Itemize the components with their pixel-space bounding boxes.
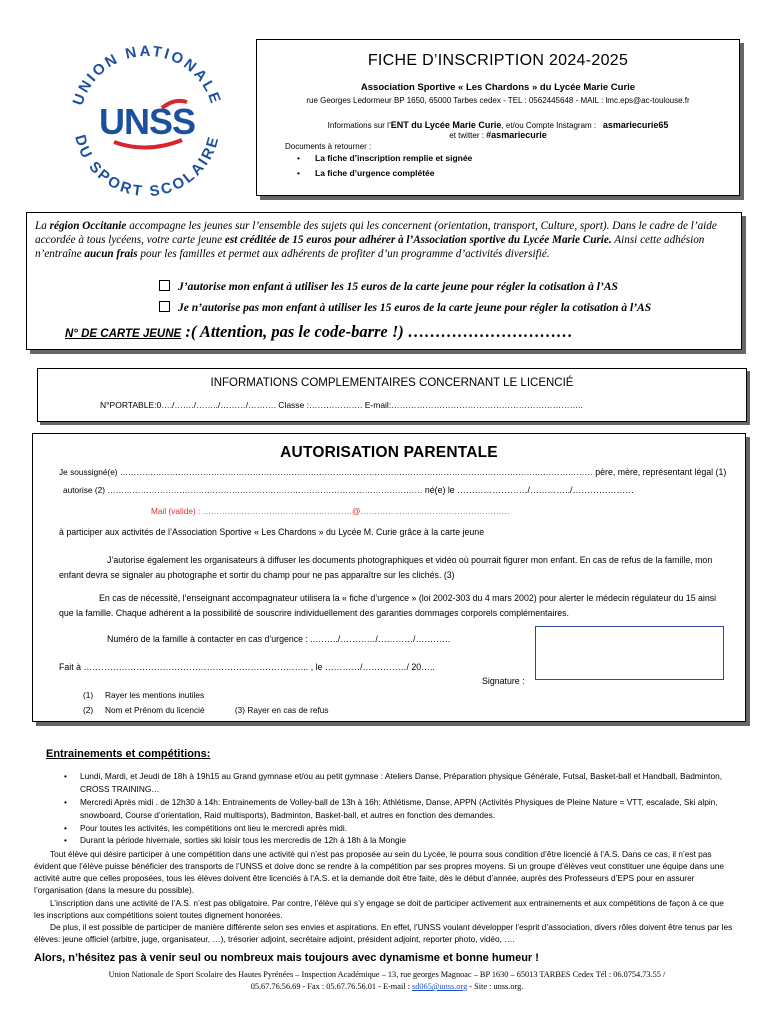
closing-message: Alors, n’hésitez pas à venir seul ou nombreux mais toujours avec dynamisme et bonne humeur ! [34,952,539,964]
info-prefix: Informations sur l’ [327,121,391,130]
info-fields[interactable]: N°PORTABLE:0…./……./……../………/………. Classe :………………. E-mail:………………………………………………………….. [100,400,583,410]
info-mid: , et/ou Compte Instagram : [501,121,597,130]
twitter-line [257,130,739,140]
info-title: INFORMATIONS COMPLEMENTAIRES CONCERNANT LE LICENCIÉ [210,377,574,389]
footer-line-1: Union Nationale de Sport Scolaire des Hautes Pyrénées – Inspection Académique – 13, rue georges Magnoac – BP 1630 – 65013 TARBES Cedex Tél : 06.0754.73.55 / [108,970,666,979]
photo-text: J’autorise également les organisateurs à diffuser les documents photographiques et vidéo où pourrait figurer mon enfant. En cas de refus de la famille, mon enfant devra se signaler au photographe et sortir du champ pour ne pas apparaître sur les clichés. (3) [59,555,713,580]
paragraph-competition: Tout élève qui désire participer à une compétition dans une activité qui n’est pas proposée au sein du Lycée, le pourra sous condition d’être licencié à l’A.S. Dans ce cas, il n’est pas évident que l’élève puisse bénéficier des transports de l’UNSS et doive donc se rendre à la compétition par ses propres moyens. Si un groupe d’élèves veut constituer une équipe dans une activité autre que celles proposées, tous les élèves doivent être licenciés à l’A.S. et la demande doit être faite, dès le début d’année, auprès des Professeurs d’EPS pour en assurer l’organisation (dans la mesure du possible). [34,849,724,895]
footer-line-2: 05.67.76.56.69 - Fax : 05.67.76.56.01 - E-mail : sd065@unss.org - Site : unss.org. [250,982,524,991]
docs-list [297,151,473,181]
list-item: • Pour toutes les activités, les compétitions ont lieu le mercredi après midi. [64,823,347,833]
numero-urgence[interactable]: Numéro de la famille à contacter en cas d’urgence : ..……../…………/…………/………… [107,634,451,644]
checkbox-not-authorize[interactable] [159,301,170,312]
twitter-prefix: et twitter : [449,131,487,140]
autorisation-title: AUTORISATION PARENTALE [280,444,498,461]
association-address: rue Georges Ledormeur BP 1650, 65000 Tarbes cedex - TEL : 0562445648 - MAIL : lmc.eps@ac-toulouse.fr [306,96,690,105]
docs-list-item: • La fiche d’urgence complétée [315,166,472,181]
carte-jeune-field[interactable]: :( Attention, pas le code-barre !) ………………………… [181,322,573,341]
urgence-text: En cas de nécessité, l’enseignant accompagnateur utilisera la « fiche d’urgence » (loi 2002-303 du 4 mars 2002) pour alerter le médecin régulateur du 15 ainsi que la famille. Chaque adhérent a la possibilité de souscrire individuellement des garanties dommages corporels complémentaires. [59,593,717,618]
info-line [257,120,739,130]
line-autorise[interactable]: autorise (2) …………………………………………………………………………………………………… né(e) le ……………………/…………../………………… [63,485,635,495]
info-box [37,368,747,422]
twitter-handle: #asmariecurie [486,130,547,140]
participer-text: à participer aux activités de l’Association Sportive « Les Chardons » du Lycée M. Curie grâce à la carte jeune [59,527,485,537]
association-name: Association Sportive « Les Chardons » du Lycée Marie Curie [360,82,636,93]
note-1: (1) Rayer les mentions inutiles [83,690,205,700]
unss-logo [62,38,232,208]
bullet-icon: • [297,168,300,178]
unss-logo-graphic [62,38,232,208]
form-title: FICHE D’INSCRIPTION 2024-2025 [367,52,629,69]
option-not-authorize[interactable]: Je n’autorise pas mon enfant à utiliser les 15 euros de la carte jeune pour régler la cotisation à l’AS [159,301,651,314]
docs-list-item: • La fiche d’inscription remplie et signée [315,151,472,166]
list-item: • Lundi, Mardi, et Jeudi de 18h à 19h15 au Grand gymnase et/ou au petit gymnase : Ateliers Danse, Préparation physique Générale, Futsal, Basket-ball et Handball, Badminton, CROSS TRAINING… [64,771,723,794]
docs-label: Documents à retourner : [285,142,372,151]
carte-jeune-line[interactable] [65,322,573,342]
instagram-handle: asmariecurie65 [602,120,669,130]
svg-text:DU SPORT SCOLAIRE: DU SPORT SCOLAIRE [71,132,223,201]
region-box [26,212,742,350]
footer-email-link[interactable]: sd065@unss.org [412,982,468,991]
checkbox-authorize[interactable] [159,280,170,291]
paragraph-roles: De plus, il est possible de participer de manière différente selon ses envies et aspirations. En effet, l’UNSS voulant développer l’esprit d’association, divers rôles doivent être tenus par les élèves: jeune officiel (arbitre, juge, organisateur, …), trésorier adjoint, secrétaire adjoint, président adjoint, reporter photo, vidéo, …. [34,922,733,944]
bullet-icon: • [64,771,67,781]
list-item: • Durant la période hivernale, sorties ski loisir tous les mercredis de 12h à 18h à la Mongie [64,835,407,845]
line-soussigne[interactable]: Je soussigné(e) ……………………………………………………………………………………………………………………………………………………… père, mère, représentant légal (1) [59,467,727,477]
carte-jeune-label: N° DE CARTE JEUNE [65,328,182,340]
info-ent: ENT du Lycée Marie Curie [390,120,502,130]
autorisation-box [32,433,746,722]
bullet-icon: • [64,823,67,833]
signature-label: Signature : [482,676,525,686]
header-box [256,39,740,196]
bullet-icon: • [64,797,67,807]
option-authorize[interactable]: J’autorise mon enfant à utiliser les 15 euros de la carte jeune pour régler la cotisation à l’AS [159,280,618,293]
bullet-icon: • [297,153,300,163]
mail-field[interactable]: Mail (valide) : ………………………………………………@……………………………………………… [151,506,510,516]
note-2: (2) Nom et Prénom du licencié (3) Rayer en cas de refus [83,705,329,715]
entrainements-title: Entrainements et compétitions: [46,748,211,760]
paragraph-inscription: L’inscription dans une activité de l’A.S. n’est pas obligatoire. Par contre, l’élève qui s’y engage se doit de participer activement aux entrainements et aux compétitions de façon à ce que les inscriptions aux compétitions soient toutes dignement honorées. [34,898,724,920]
bullet-icon: • [64,835,67,845]
fait-a-line[interactable]: Fait à ………………………………………………………………….. , le …………/……………/ 20….. [59,662,435,672]
svg-text:UNSS: UNSS [98,101,196,142]
region-paragraph: La région Occitanie accompagne les jeunes sur l’ensemble des sujets qui les concernent (orientation, transport, Culture, sport). Dans le cadre de l’aide accordée à tous lycéens, votre carte jeune est créditée de 15 euros pour adhérer à l’Association sportive du Lycée Marie Curie. Ainsi cette adhésion n’entraîne aucun frais pour les familles et permet aux adhérents de profiter d’un programme d’activités diversifié. [35,220,717,260]
signature-box[interactable] [535,626,724,680]
region-name: région Occitanie [49,220,127,232]
svg-text:UNION NATIONALE: UNION NATIONALE [69,42,225,108]
list-item: • Mercredi Après midi . de 12h30 à 14h: Entrainements de Volley-ball de 13h à 16h: Athlétisme, Danse, APPN (Activités Physiques de Pleine Nature = VTT, escalade, Ski alpin, snowboard, Course d’orientation, Raid multisports), Badminton, Basket-ball, et autres en fonction des demandes. [64,797,718,820]
